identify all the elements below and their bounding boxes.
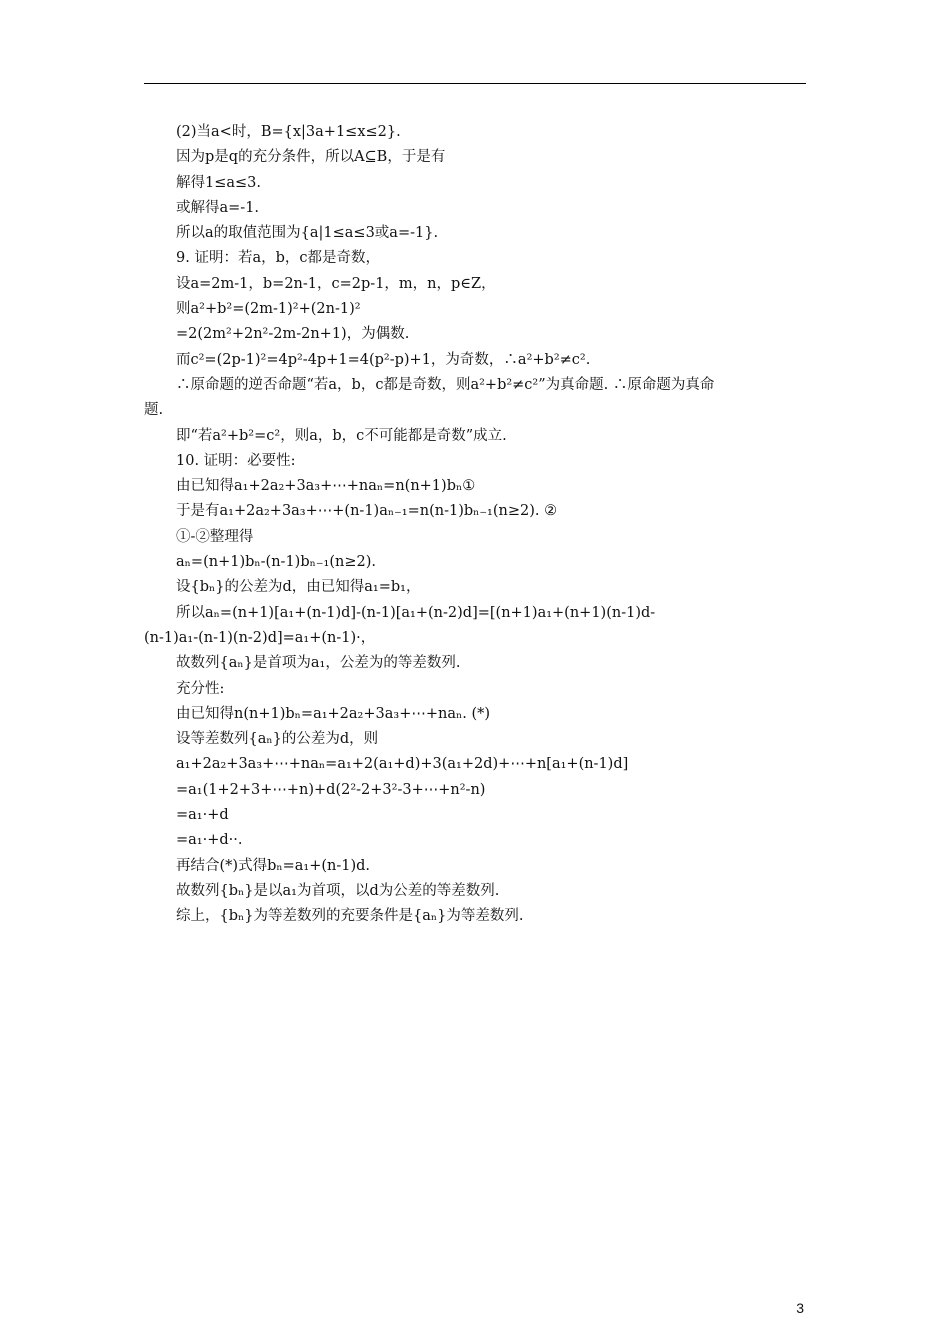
- text-line: (n-1)a₁-(n-1)(n-2)d]=a₁+(n-1)·，: [144, 629, 376, 646]
- text-line: 由已知得n(n+1)bₙ=a₁+2a₂+3a₃+⋯+naₙ. (*): [176, 705, 491, 722]
- text-line: ①-②整理得: [176, 528, 254, 545]
- header-rule: [144, 83, 806, 84]
- text-line: 9. 证明：若a，b，c都是奇数，: [176, 250, 380, 267]
- text-line: 由已知得a₁+2a₂+3a₃+⋯+naₙ=n(n+1)bₙ①: [176, 478, 476, 495]
- text-line: 综上，{bₙ}为等差数列的充要条件是{aₙ}为等差数列.: [176, 908, 524, 925]
- text-line: 充分性:: [176, 680, 225, 697]
- text-line: 而c²=(2p-1)²=4p²-4p+1=4(p²-p)+1，为奇数，∴a²+b²≠c².: [176, 351, 591, 368]
- document-body: [144, 120, 806, 930]
- text-line: 故数列{bₙ}是以a₁为首项，以d为公差的等差数列.: [176, 882, 500, 899]
- text-line: 题.: [144, 402, 164, 419]
- text-line: =a₁(1+2+3+⋯+n)+d(2²-2+3²-3+⋯+n²-n): [176, 781, 486, 798]
- text-line: 解得1≤a≤3.: [176, 174, 262, 191]
- text-line: 于是有a₁+2a₂+3a₃+⋯+(n-1)aₙ₋₁=n(n-1)bₙ₋₁(n≥2). ②: [176, 503, 558, 520]
- text-line: 10. 证明：必要性:: [176, 452, 296, 469]
- text-line: 故数列{aₙ}是首项为a₁，公差为的等差数列.: [176, 655, 461, 672]
- text-line: 所以a的取值范围为{a|1≤a≤3或a=-1}.: [176, 225, 439, 242]
- text-line: =a₁·+d··.: [176, 832, 243, 849]
- text-line: 因为p是q的充分条件，所以A⊆B，于是有: [176, 149, 446, 166]
- text-line: (2)当a<时，B={x|3a+1≤x≤2}.: [176, 124, 401, 140]
- text-line: 所以aₙ=(n+1)[a₁+(n-1)d]-(n-1)[a₁+(n-2)d]=[(n+1)a₁+(n+1)(n-1)d-: [176, 604, 656, 621]
- text-line: a₁+2a₂+3a₃+⋯+naₙ=a₁+2(a₁+d)+3(a₁+2d)+⋯+n[a₁+(n-1)d]: [176, 756, 629, 773]
- text-line: 或解得a=-1.: [176, 199, 260, 216]
- text-line: =a₁·+d: [176, 807, 229, 824]
- text-line: =2(2m²+2n²-2m-2n+1)，为偶数.: [176, 326, 410, 343]
- text-line: 再结合(*)式得bₙ=a₁+(n-1)d.: [176, 857, 371, 874]
- text-line: 即“若a²+b²=c²，则a，b，c不可能都是奇数”成立.: [176, 427, 507, 444]
- page-number: 3: [796, 1300, 804, 1316]
- text-line: aₙ=(n+1)bₙ-(n-1)bₙ₋₁(n≥2).: [176, 554, 376, 571]
- text-line: ∴原命题的逆否命题“若a，b，c都是奇数，则a²+b²≠c²”为真命题. ∴原命题为真命: [176, 376, 715, 393]
- text-line: 设a=2m-1，b=2n-1，c=2p-1，m，n，p∈Z，: [176, 275, 496, 292]
- text-line: 则a²+b²=(2m-1)²+(2n-1)²: [176, 301, 361, 318]
- text-line: 设{bₙ}的公差为d，由已知得a₁=b₁，: [176, 579, 421, 596]
- text-line: 设等差数列{aₙ}的公差为d，则: [176, 731, 379, 748]
